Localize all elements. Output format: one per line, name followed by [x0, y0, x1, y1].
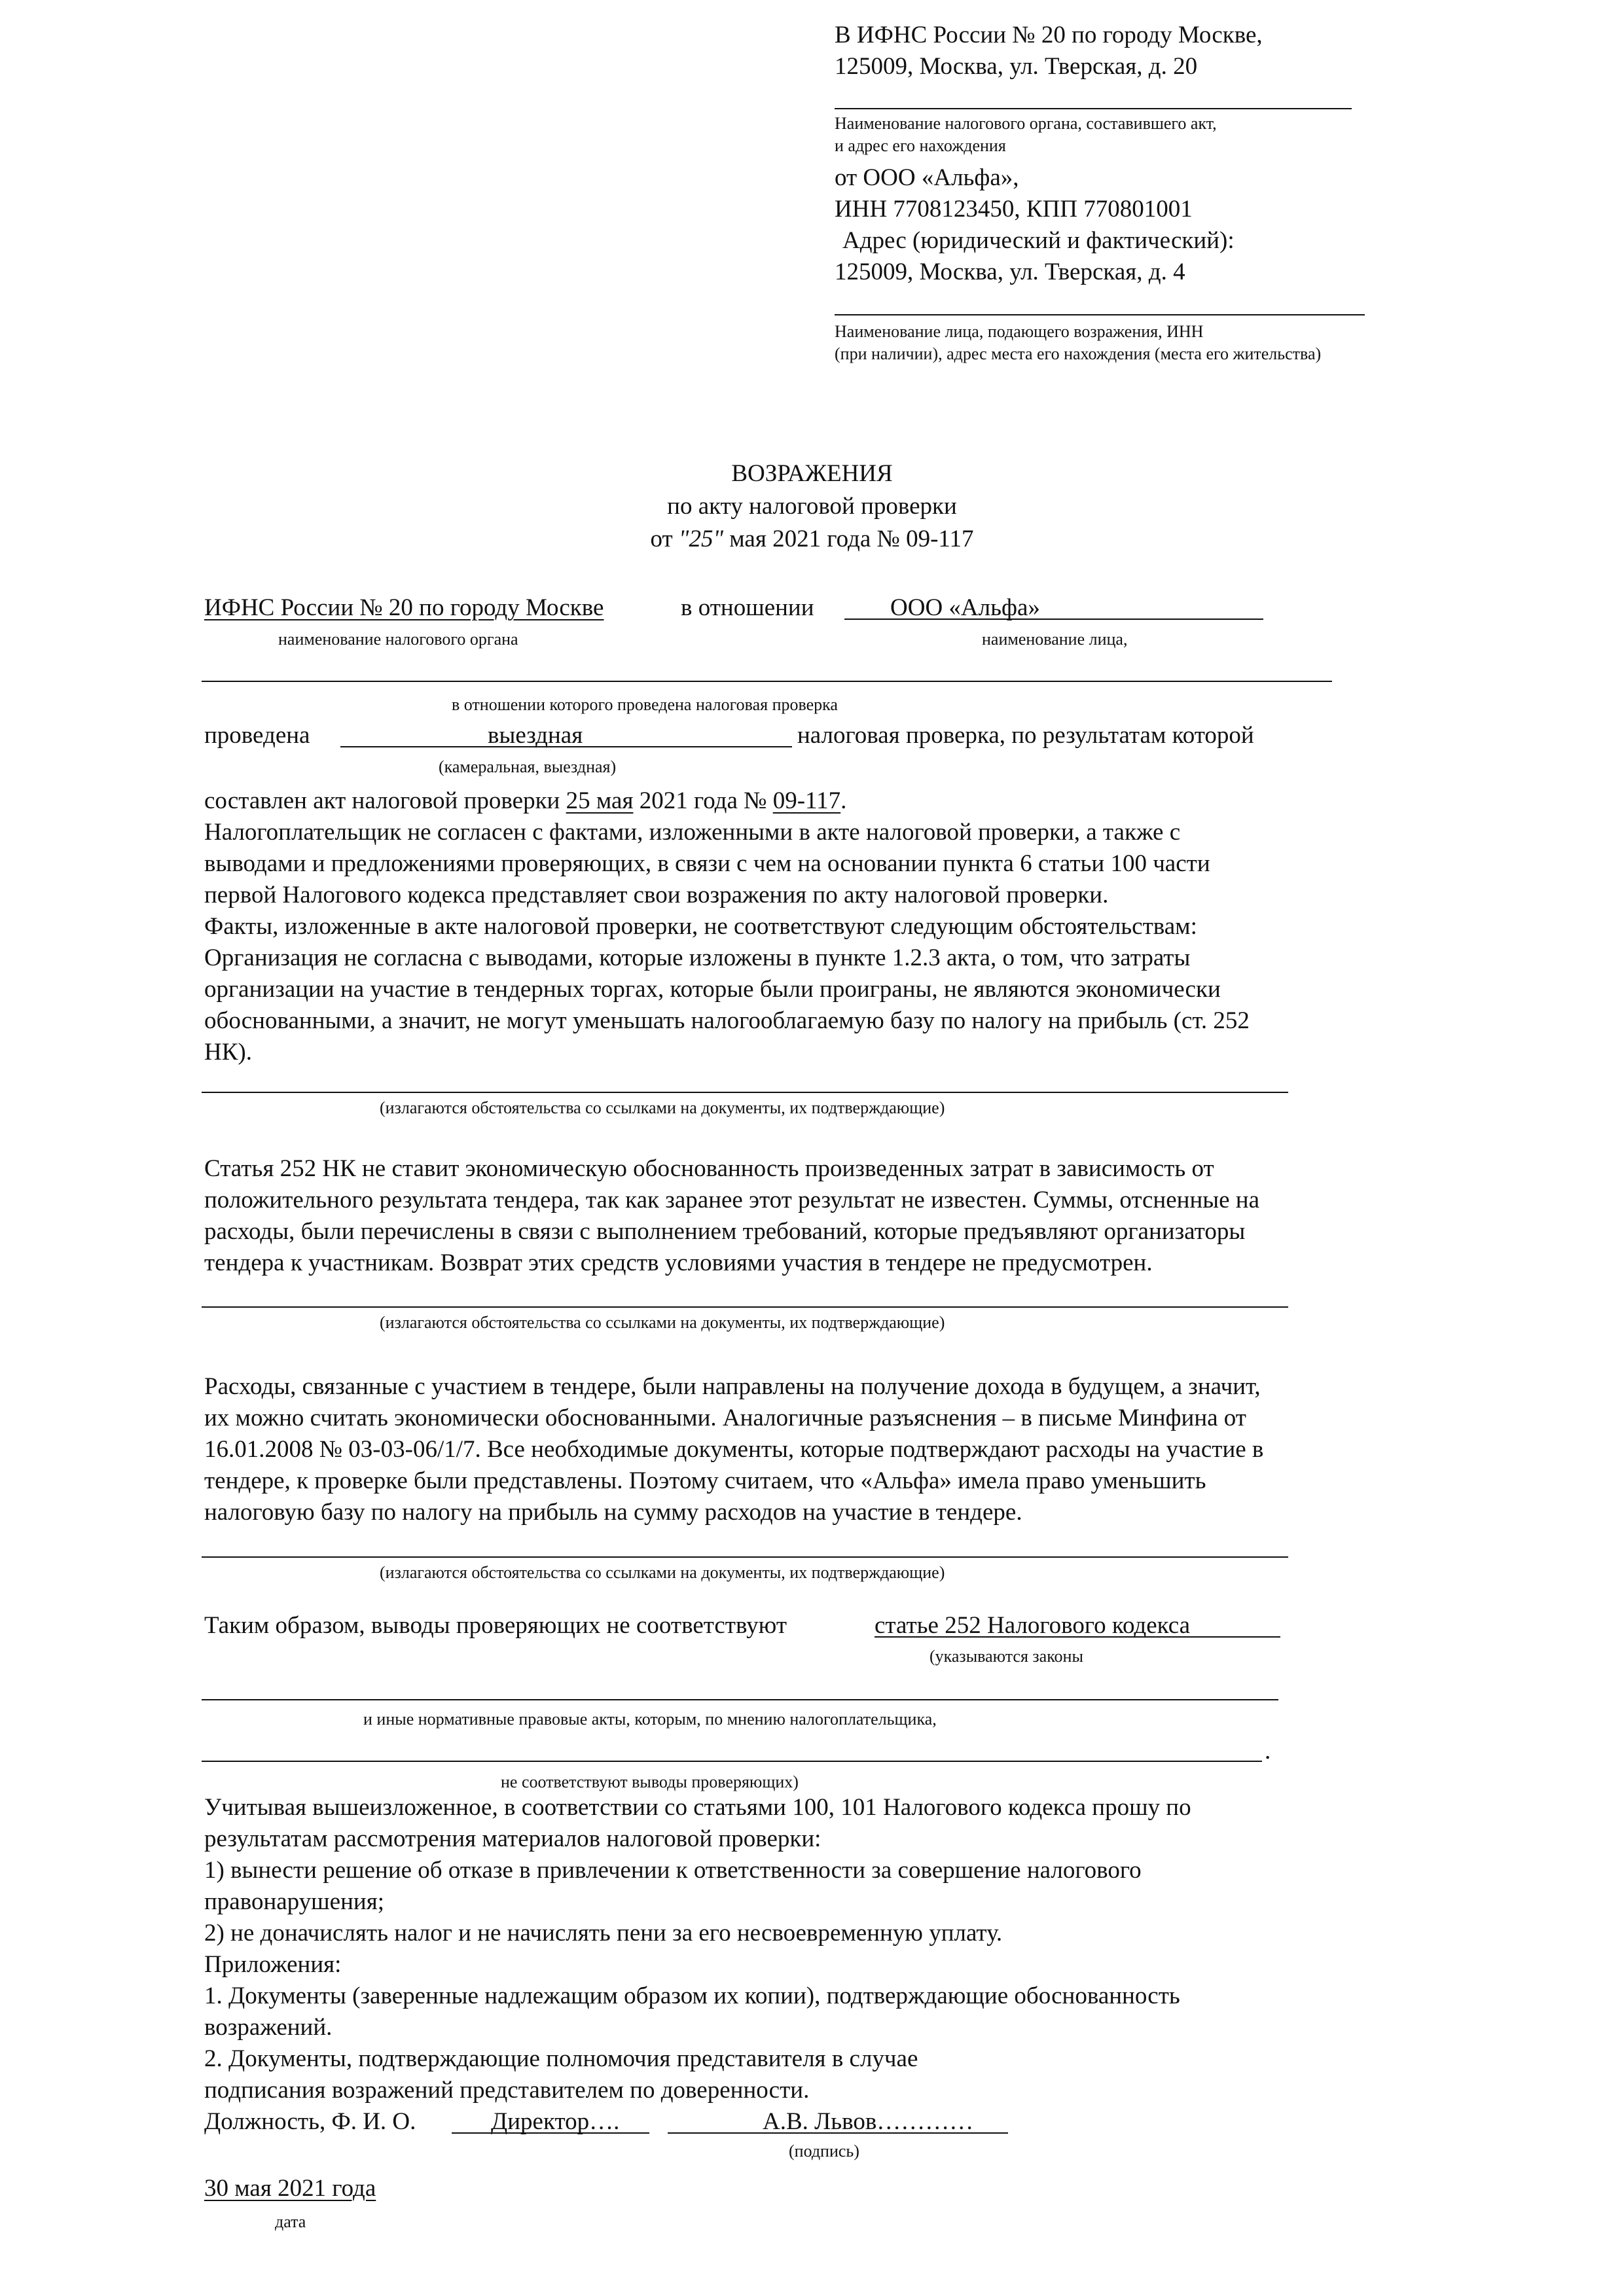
para1-line: организации на участие в тендерных торгах, которые были проиграны, не являются экономически [204, 976, 1221, 1003]
caption-date: дата [275, 2212, 306, 2231]
para3-underline [202, 1556, 1288, 1558]
sender-caption-1: Наименование лица, подающего возражения, ИНН [835, 322, 1204, 341]
para1-line: Налогоплательщик не согласен с фактами, изложенными в акте налоговой проверки, а также с [204, 819, 1181, 846]
audited-company: ООО «Альфа» [890, 594, 1040, 621]
check-type: выездная [488, 722, 583, 749]
caption-person: наименование лица, [982, 630, 1128, 649]
act-date-rest: мая 2021 года № [729, 526, 900, 552]
para3-line: налоговую базу по налогу на прибыль на сумму расходов на участие в тендере. [204, 1499, 1022, 1526]
sender-line-1: от ООО «Альфа», [835, 164, 1019, 191]
caption-laws-3: не соответствуют выводы проверяющих) [501, 1772, 799, 1791]
caption-check-type: (камеральная, выездная) [439, 757, 617, 776]
caption-circumstances-3: (излагаются обстоятельства со ссылками на документы, их подтверждающие) [380, 1563, 945, 1582]
attachment-line: 1. Документы (заверенные надлежащим образом их копии), подтверждающие обоснованность [204, 1982, 1180, 2009]
para3-line: тендере, к проверке были представлены. Поэтому считаем, что «Альфа» имела право уменьшить [204, 1467, 1206, 1494]
sender-line-2: ИНН 7708123450, КПП 770801001 [835, 196, 1193, 223]
document-title: ВОЗРАЖЕНИЯ [731, 460, 893, 487]
attachment-line: возражений. [204, 2014, 333, 2041]
conducted-label: проведена [204, 722, 310, 749]
recipient-caption-1: Наименование налогового органа, составившего акт, [835, 114, 1217, 133]
caption-laws-1: (указываются законы [929, 1647, 1083, 1666]
request-line: 1) вынести решение об отказе в привлечении к ответственности за совершение налогового [204, 1857, 1142, 1884]
para2-line: тендера к участникам. Возврат этих средств условиями участия в тендере не предусмотрен. [204, 1249, 1153, 1276]
act-date-line [0, 524, 1624, 555]
para1-line: Факты, изложенные в акте налоговой проверки, не соответствуют следующим обстоятельствам: [204, 913, 1197, 940]
tax-authority-name: ИФНС России № 20 по городу Москве [204, 594, 604, 621]
caption-circumstances-2: (излагаются обстоятельства со ссылками на документы, их подтверждающие) [380, 1313, 945, 1332]
request-line: 2) не доначислять налог и не начислять пени за его несвоевременную уплату. [204, 1920, 1003, 1946]
caption-laws-2: и иные нормативные правовые акты, которым, по мнению налогоплательщика, [363, 1710, 937, 1729]
caption-person-2: в отношении которого проведена налоговая проверка [452, 695, 838, 714]
attachment-line: подписания возражений представителем по доверенности. [204, 2077, 810, 2104]
recipient-caption-2: и адрес его нахождения [835, 136, 1006, 155]
attachments-heading: Приложения: [204, 1951, 342, 1978]
in-relation-label: в отношении [681, 594, 814, 621]
request-line: Учитывая вышеизложенное, в соответствии со статьями 100, 101 Налогового кодекса прошу по [204, 1794, 1191, 1821]
laws-underline-2 [202, 1761, 1262, 1762]
document-date: 30 мая 2021 года [204, 2175, 376, 2202]
caption-circumstances: (излагаются обстоятельства со ссылками на документы, их подтверждающие) [380, 1098, 945, 1117]
para1-line: Организация не согласна с выводами, которые изложены в пункте 1.2.3 акта, о том, что затраты [204, 944, 1191, 971]
caption-signature: (подпись) [789, 2142, 859, 2161]
laws-period: . [1265, 1738, 1271, 1765]
signer-position: Директор…. [491, 2108, 620, 2135]
recipient-underline [835, 108, 1352, 109]
attachment-line: 2. Документы, подтверждающие полномочия представителя в случае [204, 2045, 918, 2072]
request-line: правонарушения; [204, 1888, 384, 1915]
para3-line: их можно считать экономически обоснованными. Аналогичные разъяснения – в письме Минфина от [204, 1405, 1246, 1431]
para1-line: выводами и предложениями проверяющих, в связи с чем на основании пункта 6 статьи 100 части [204, 850, 1210, 877]
check-rest: налоговая проверка, по результатам которой [797, 722, 1254, 749]
act-date: 25 мая [566, 787, 634, 814]
act-line [204, 785, 846, 817]
recipient-line-1: В ИФНС России № 20 по городу Москве, [835, 22, 1263, 48]
act-date-prefix: от [650, 526, 673, 552]
para3-line: Расходы, связанные с участием в тендере, были направлены на получение дохода в будущем, а значит, [204, 1373, 1261, 1400]
para3-line: 16.01.2008 № 03-03-06/1/7. Все необходимые документы, которые подтверждают расходы на участие в [204, 1436, 1264, 1463]
conclusion-prefix: Таким образом, выводы проверяющих не соответствуют [204, 1612, 787, 1639]
signature-label: Должность, Ф. И. О. [204, 2108, 416, 2135]
act-prefix: составлен акт налоговой проверки [204, 787, 560, 814]
recipient-line-2: 125009, Москва, ул. Тверская, д. 20 [835, 53, 1198, 80]
para1-line: первой Налогового кодекса представляет свои возражения по акту налоговой проверки. [204, 882, 1109, 908]
sender-caption-2: (при наличии), адрес места его нахождения (места его жительства) [835, 344, 1322, 363]
sender-line-4: 125009, Москва, ул. Тверская, д. 4 [835, 259, 1185, 285]
sender-line-3: Адрес (юридический и фактический): [842, 227, 1235, 254]
para2-line: расходы, были перечислены в связи с выполнением требований, которые предъявляют организаторы [204, 1218, 1246, 1245]
para2-underline [202, 1306, 1288, 1308]
para1-underline [202, 1092, 1288, 1093]
caption-tax-authority: наименование налогового органа [278, 630, 518, 649]
para1-line: НК). [204, 1039, 252, 1066]
laws-underline-1 [202, 1699, 1278, 1700]
signer-name: А.В. Львов………… [763, 2108, 974, 2135]
para1-line: обоснованными, а значит, не могут уменьшать налогооблагаемую базу по налогу на прибыль (ст. 252 [204, 1007, 1250, 1034]
para2-line: положительного результата тендера, так как заранее этот результат не известен. Суммы, отсненные на [204, 1187, 1260, 1213]
conclusion-law: статье 252 Налогового кодекса [875, 1612, 1191, 1639]
act-number: 09-117 [906, 526, 974, 552]
document-subtitle: по акту налоговой проверки [667, 493, 957, 520]
person-underline [202, 681, 1332, 682]
act-mid: 2021 года № [639, 787, 767, 814]
para2-line: Статья 252 НК не ставит экономическую обоснованность произведенных затрат в зависимость от [204, 1155, 1214, 1182]
request-line: результатам рассмотрения материалов налоговой проверки: [204, 1825, 821, 1852]
act-date-day: "25" [678, 526, 723, 552]
act-number-inline: 09-117 [772, 787, 841, 814]
sender-underline [835, 314, 1365, 315]
act-end: . [840, 787, 847, 814]
